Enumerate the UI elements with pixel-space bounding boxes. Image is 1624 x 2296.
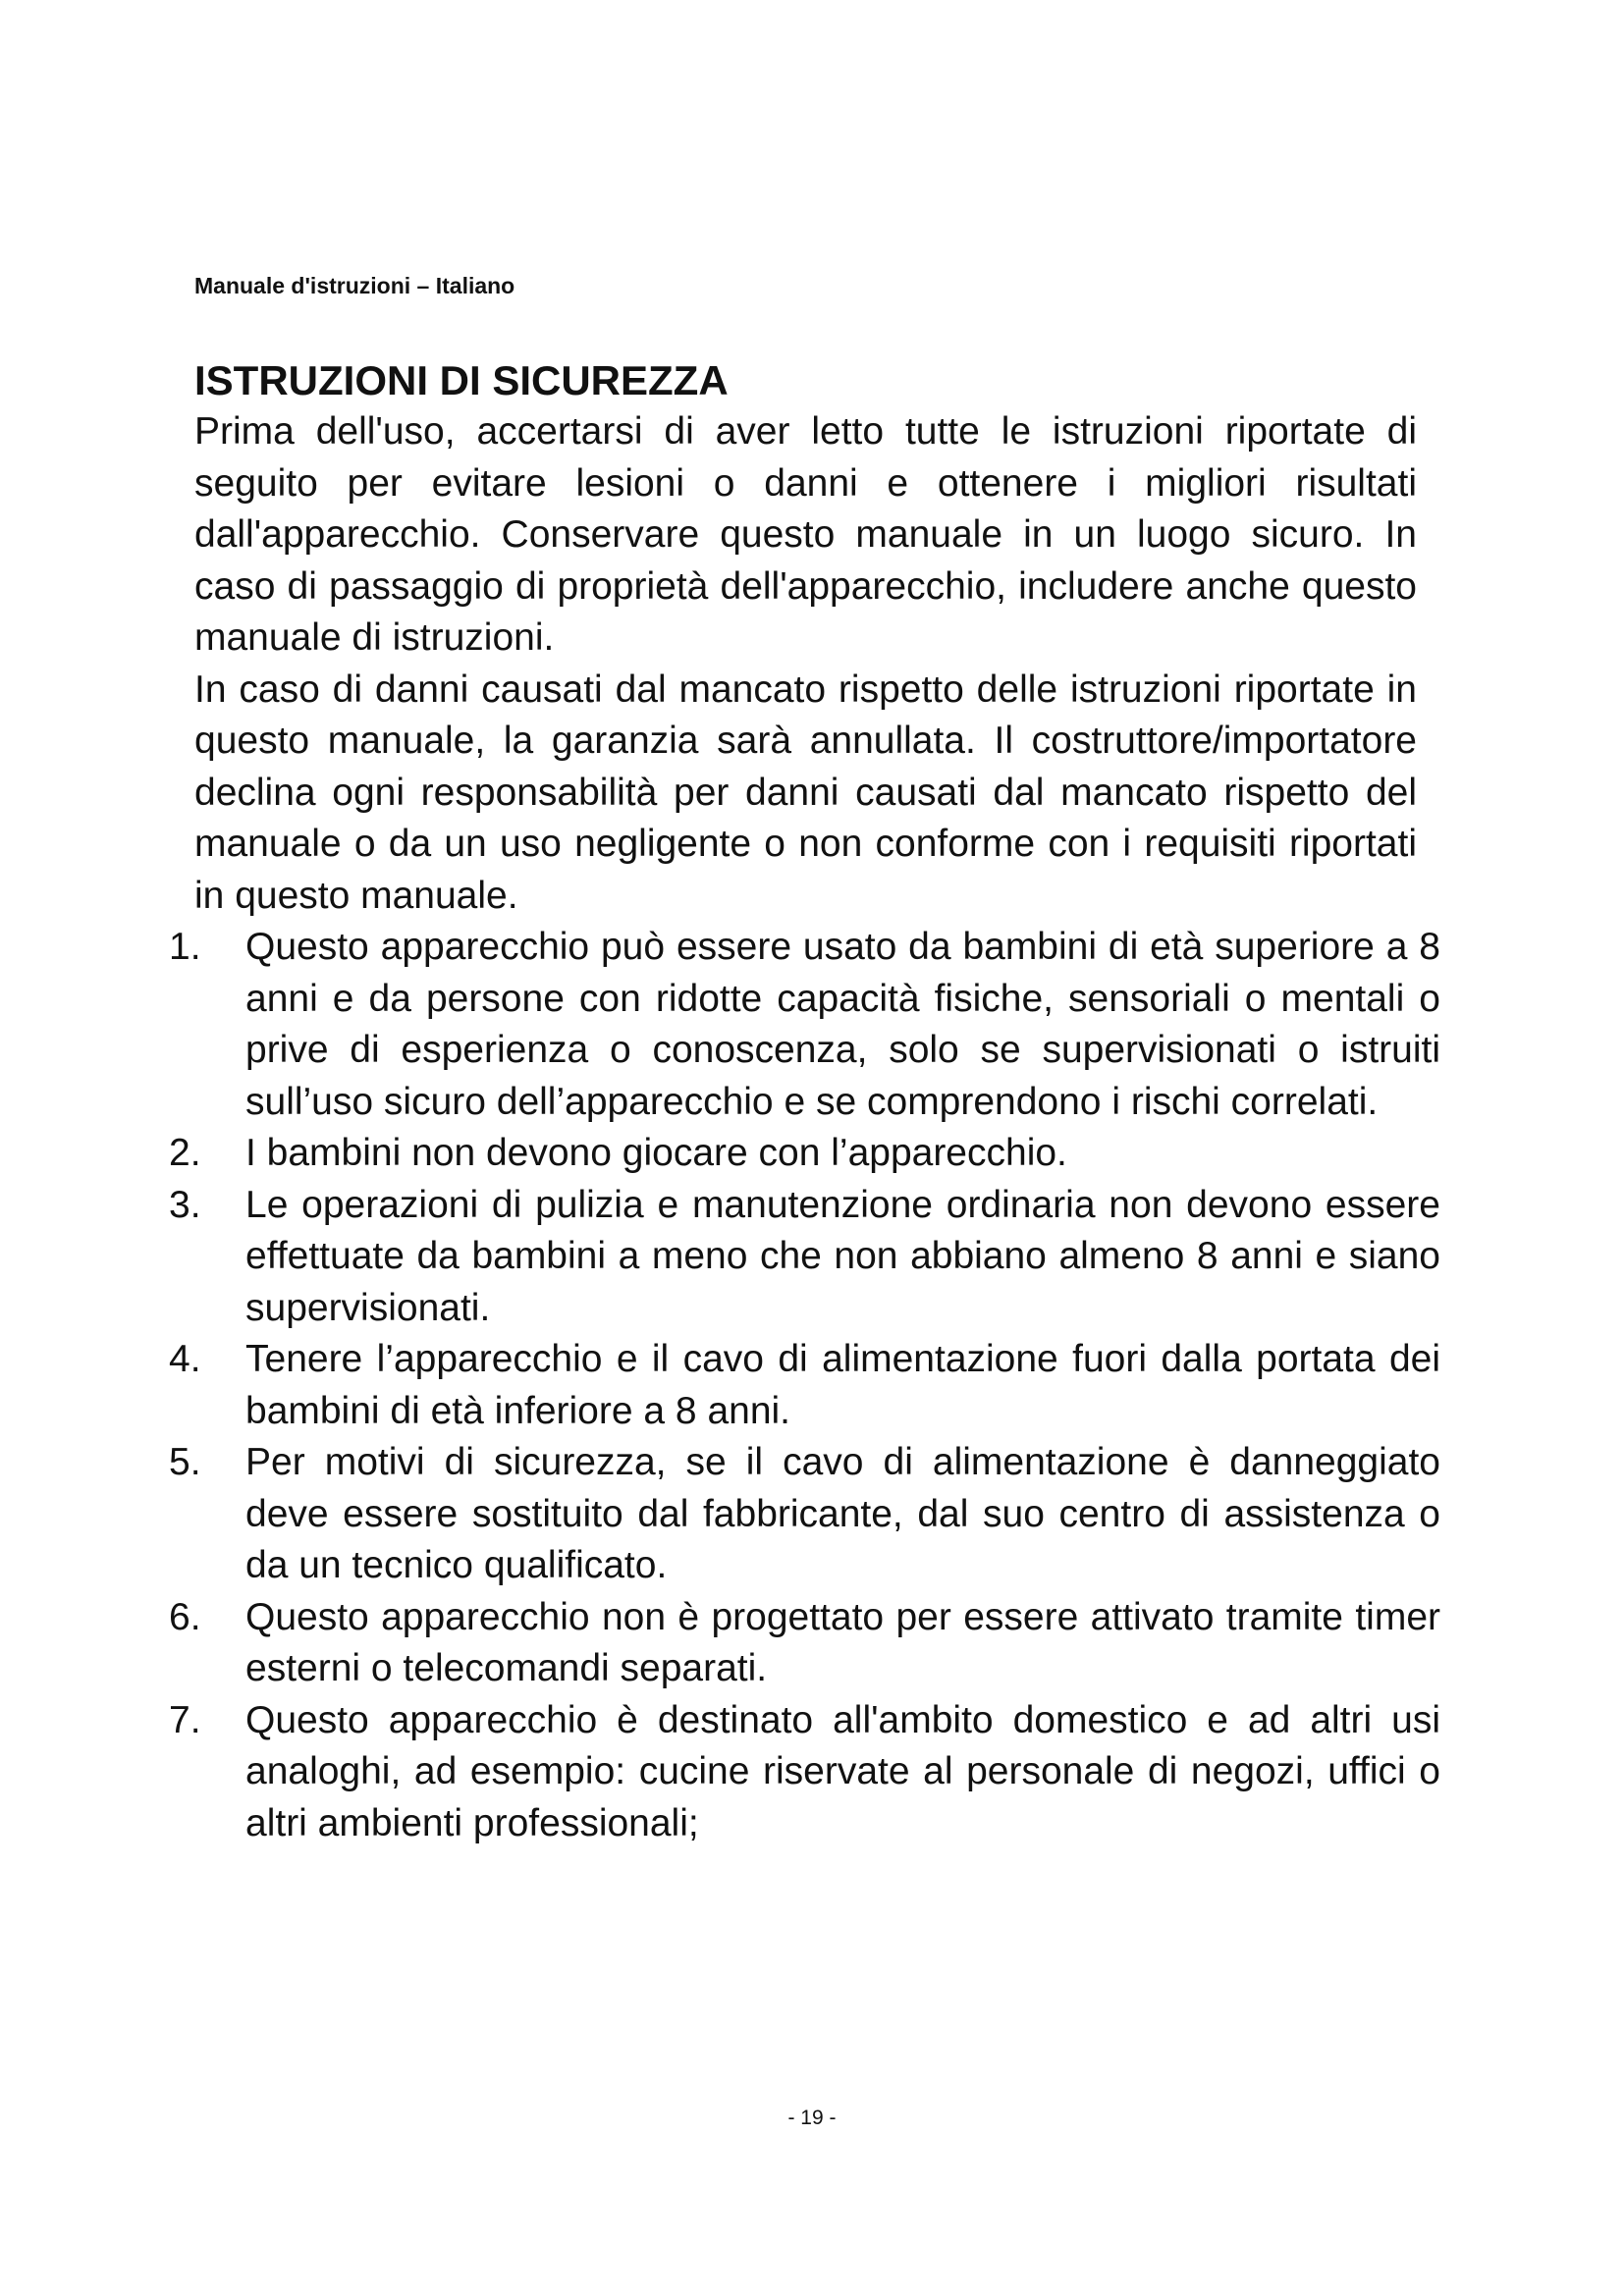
list-item-number: 1. — [169, 926, 201, 968]
list-item-number: 4. — [169, 1338, 201, 1380]
list-item-text: Questo apparecchio non è progettato per essere attivato tramite timer esterni o telecomandi separati. — [245, 1595, 1440, 1689]
document-header: Manuale d'istruzioni – Italiano — [194, 273, 515, 298]
list-item-number: 5. — [169, 1441, 201, 1483]
list-item-number: 3. — [169, 1183, 201, 1226]
list-item-text: Questo apparecchio può essere usato da bambini di età superiore a 8 anni e da persone con ridotte capacità fisiche, sensoriali o mentali o prive di esperienza o conoscenza, solo se supervisionati o istruiti sull’uso sicuro dell’apparecchio e se comprendono i rischi correlati. — [245, 926, 1440, 1123]
list-item — [169, 1592, 1440, 1695]
page-number: - 19 - — [787, 2107, 837, 2129]
safety-section — [169, 355, 1451, 1849]
list-item-text: Questo apparecchio è destinato all'ambito domestico e ad altri usi analoghi, ad esempio: cucine riservate al personale di negozi, uffici o altri ambienti professionali; — [245, 1698, 1440, 1844]
list-item — [169, 1334, 1440, 1437]
list-item-text: Tenere l’apparecchio e il cavo di alimentazione fuori dalla portata dei bambini di età inferiore a 8 anni. — [245, 1338, 1440, 1432]
list-item-text: Per motivi di sicurezza, se il cavo di alimentazione è danneggiato deve essere sostituito dal fabbricante, dal suo centro di assistenza o da un tecnico qualificato. — [245, 1441, 1440, 1586]
list-item-number: 7. — [169, 1698, 201, 1741]
section-title: ISTRUZIONI DI SICUREZZA — [194, 357, 729, 403]
list-item — [169, 1180, 1440, 1335]
list-item-number: 6. — [169, 1595, 201, 1638]
list-item-number: 2. — [169, 1132, 201, 1174]
list-item — [169, 1437, 1440, 1592]
list-item — [169, 922, 1440, 1128]
list-item — [169, 1128, 1440, 1180]
list-item-text: Le operazioni di pulizia e manutenzione ordinaria non devono essere effettuate da bambini a meno che non abbiano almeno 8 anni e siano supervisionati. — [245, 1183, 1440, 1329]
list-item — [169, 1695, 1440, 1850]
safety-list — [169, 922, 1440, 1849]
warranty-paragraph: In caso di danni causati dal mancato rispetto delle istruzioni riportate in questo manuale, la garanzia sarà annullata. Il costruttore/importatore declina ogni responsabilità per danni causati dal mancato rispetto del manuale o da un uso negligente o non conforme con i requisiti riportati in questo manuale. — [194, 667, 1417, 917]
list-item-text: I bambini non devono giocare con l’apparecchio. — [245, 1132, 1067, 1174]
intro-paragraph: Prima dell'uso, accertarsi di aver letto tutte le istruzioni riportate di seguito per evitare lesioni o danni e ottenere i migliori risultati dall'apparecchio. Conservare questo manuale in un luogo sicuro. In caso di passaggio di proprietà dell'apparecchio, includere anche questo manuale di istruzioni. — [194, 410, 1417, 659]
